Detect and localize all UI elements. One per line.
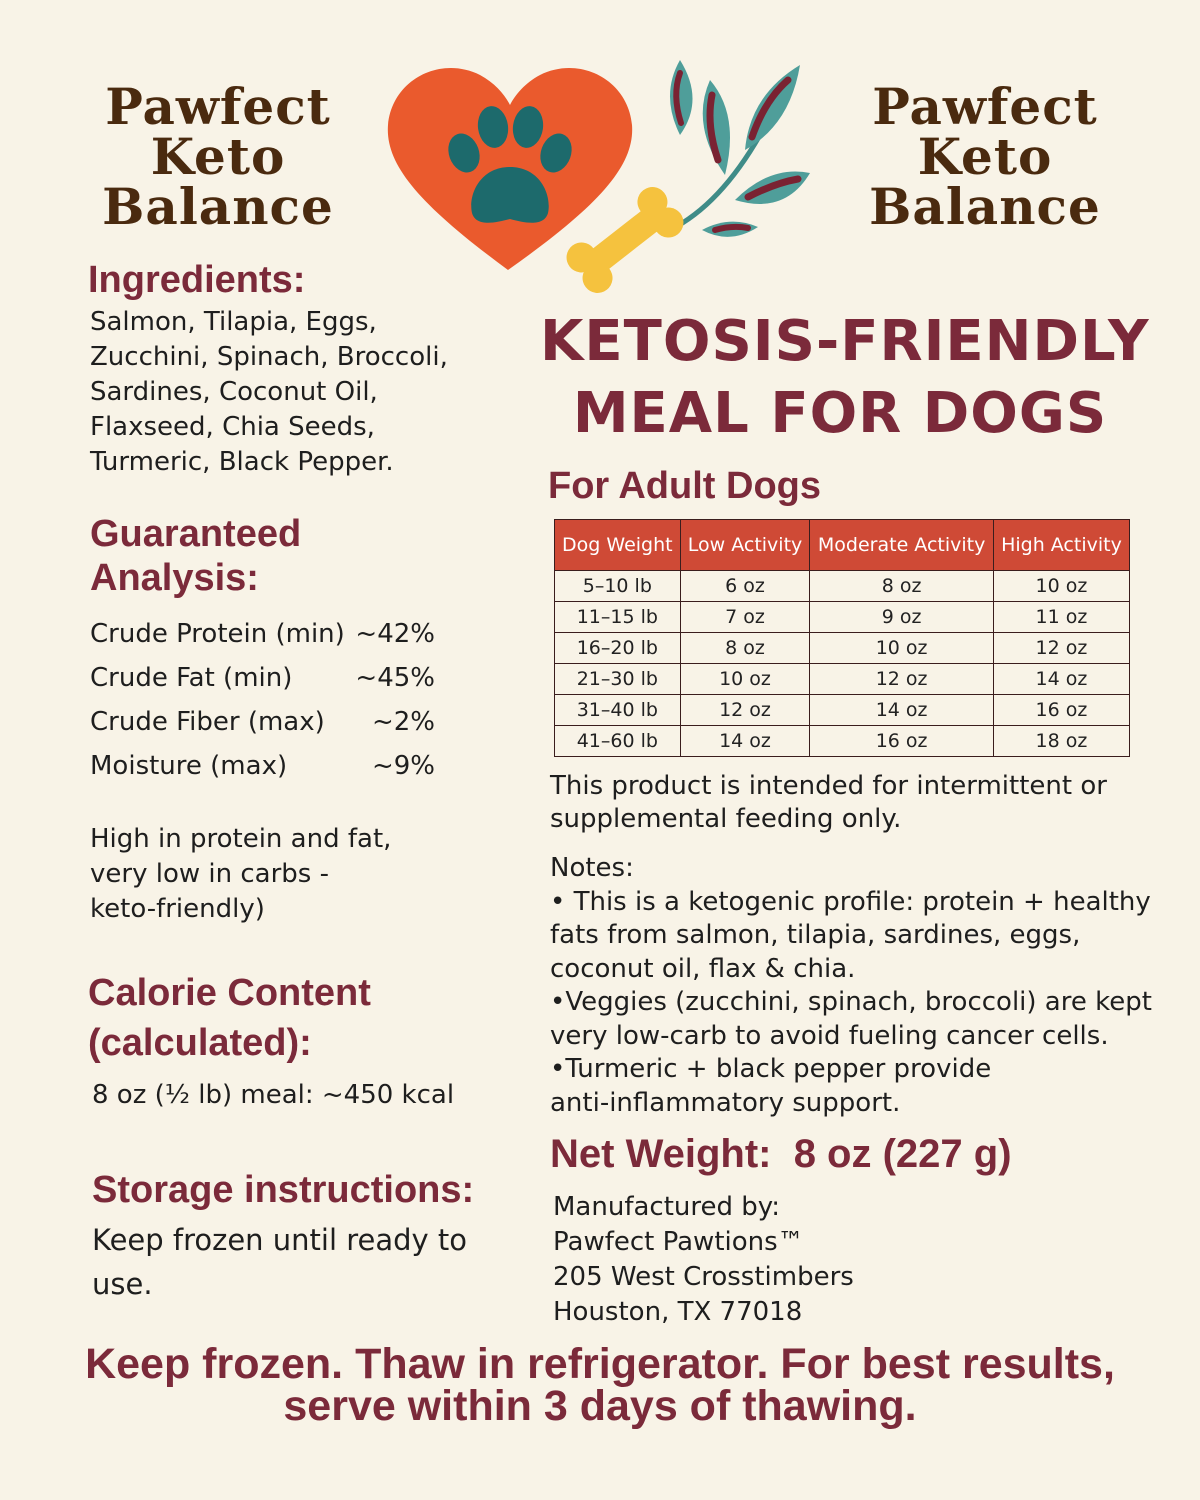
ingredients-line: Zucchini, Spinach, Broccoli, xyxy=(90,342,448,372)
ingredients-list xyxy=(90,305,490,480)
table-cell: 16 oz xyxy=(993,695,1129,726)
analysis-label: Crude Fiber (max) xyxy=(90,707,325,737)
notes-heading: Notes: xyxy=(550,853,634,883)
table-cell: 21–30 lb xyxy=(555,664,681,695)
analysis-row xyxy=(90,700,435,744)
brand-line-1: Pawfect xyxy=(872,77,1098,136)
intended-line: This product is intended for intermittent or xyxy=(550,771,1107,801)
table-header-row xyxy=(555,520,1130,571)
analysis-label: Moisture (max) xyxy=(90,751,288,781)
table-cell: 16 oz xyxy=(810,726,994,757)
column-header: High Activity xyxy=(993,520,1129,571)
table-cell: 6 oz xyxy=(680,571,810,602)
table-cell: 9 oz xyxy=(810,602,994,633)
table-row xyxy=(555,664,1130,695)
notes-line: coconut oil, flax & chia. xyxy=(550,953,856,984)
manufacturer-line: Pawfect Pawtions™ xyxy=(553,1227,804,1257)
column-header: Low Activity xyxy=(680,520,810,571)
ingredients-line: Flaxseed, Chia Seeds, xyxy=(90,412,375,442)
ingredients-heading: Ingredients: xyxy=(88,259,306,301)
table-cell: 10 oz xyxy=(993,571,1129,602)
analysis-value: ~45% xyxy=(355,663,435,693)
analysis-heading-line: Analysis: xyxy=(90,557,259,599)
brand-line-1: Pawfect xyxy=(105,77,331,136)
footer-instructions xyxy=(0,1340,1200,1430)
brand-logo-left xyxy=(88,77,348,236)
table-cell: 10 oz xyxy=(680,664,810,695)
table-cell: 12 oz xyxy=(993,633,1129,664)
ingredients-line: Turmeric, Black Pepper. xyxy=(90,447,394,477)
table-cell: 14 oz xyxy=(680,726,810,757)
storage-heading: Storage instructions: xyxy=(92,1169,475,1211)
notes-section xyxy=(550,852,1170,1120)
product-subtitle: For Adult Dogs xyxy=(548,465,821,507)
manufacturer-line: Manufactured by: xyxy=(553,1192,781,1222)
table-cell: 18 oz xyxy=(993,726,1129,757)
table-row xyxy=(555,633,1130,664)
table-cell: 14 oz xyxy=(993,664,1129,695)
analysis-label: Crude Fat (min) xyxy=(90,663,293,693)
column-header: Dog Weight xyxy=(555,520,681,571)
footer-line: Keep frozen. Thaw in refrigerator. For best results, xyxy=(85,1340,1115,1388)
title-line: MEAL FOR DOGS xyxy=(572,381,1108,446)
analysis-row xyxy=(90,744,435,788)
analysis-value: ~2% xyxy=(371,707,435,737)
analysis-value: ~42% xyxy=(355,619,435,649)
heart-paw-illustration xyxy=(380,55,820,295)
ingredients-line: Sardines, Coconut Oil, xyxy=(90,377,378,407)
table-cell: 11–15 lb xyxy=(555,602,681,633)
table-cell: 7 oz xyxy=(680,602,810,633)
notes-line: •Turmeric + black pepper provide xyxy=(550,1054,992,1084)
storage-text xyxy=(92,1218,467,1306)
summary-line: High in protein and fat, xyxy=(90,824,392,854)
brand-line-3: Balance xyxy=(102,177,334,236)
net-weight: Net Weight: 8 oz (227 g) xyxy=(550,1132,1012,1176)
notes-line: • This is a ketogenic profile: protein + healthy xyxy=(550,886,1151,917)
table-cell: 8 oz xyxy=(810,571,994,602)
notes-line: anti-inflammatory support. xyxy=(550,1087,901,1118)
analysis-summary xyxy=(90,822,490,927)
column-header: Moderate Activity xyxy=(810,520,994,571)
intended-line: supplemental feeding only. xyxy=(550,804,902,834)
analysis-heading-line: Guaranteed xyxy=(90,513,302,555)
table-cell: 8 oz xyxy=(680,633,810,664)
table-cell: 5–10 lb xyxy=(555,571,681,602)
table-cell: 12 oz xyxy=(810,664,994,695)
manufacturer-line: 205 West Crosstimbers xyxy=(553,1262,854,1292)
table-row xyxy=(555,602,1130,633)
table-cell: 10 oz xyxy=(810,633,994,664)
storage-line: Keep frozen until ready to xyxy=(92,1223,468,1257)
notes-line: very low-carb to avoid fueling cancer cells. xyxy=(550,1020,1109,1051)
analysis-label: Crude Protein (min) xyxy=(90,619,345,649)
calorie-text: 8 oz (½ lb) meal: ~450 kcal xyxy=(92,1080,455,1110)
table-cell: 11 oz xyxy=(993,602,1129,633)
calorie-heading-line: Calorie Content xyxy=(88,972,371,1014)
table-cell: 12 oz xyxy=(680,695,810,726)
analysis-row xyxy=(90,656,435,700)
table-row xyxy=(555,571,1130,602)
brand-logo-right xyxy=(855,77,1115,236)
table-cell: 41–60 lb xyxy=(555,726,681,757)
table-cell: 31–40 lb xyxy=(555,695,681,726)
table-cell: 16–20 lb xyxy=(555,633,681,664)
notes-line: •Veggies (zucchini, spinach, broccoli) are kept xyxy=(550,987,1152,1017)
analysis-row xyxy=(90,612,435,656)
table-cell: 14 oz xyxy=(810,695,994,726)
summary-line: keto-friendly) xyxy=(90,894,265,924)
table-row xyxy=(555,726,1130,757)
brand-line-3: Balance xyxy=(869,177,1101,236)
title-line: KETOSIS-FRIENDLY xyxy=(540,309,1150,374)
analysis-table xyxy=(90,612,435,788)
feeding-table xyxy=(554,519,1130,757)
intended-use-text xyxy=(550,770,1107,836)
analysis-value: ~9% xyxy=(371,751,435,781)
brand-line-2: Keto xyxy=(150,127,286,186)
analysis-heading xyxy=(90,512,301,600)
summary-line: very low in carbs - xyxy=(90,859,329,889)
calorie-heading xyxy=(88,968,371,1068)
storage-line: use. xyxy=(92,1267,153,1301)
manufacturer-line: Houston, TX 77018 xyxy=(553,1297,803,1327)
footer-line: serve within 3 days of thawing. xyxy=(283,1382,917,1430)
leaf-sprig-icon xyxy=(670,60,810,237)
product-title xyxy=(540,306,1150,450)
brand-line-2: Keto xyxy=(917,127,1053,186)
manufacturer-block xyxy=(553,1190,854,1330)
table-row xyxy=(555,695,1130,726)
calorie-heading-line: (calculated): xyxy=(88,1022,312,1064)
ingredients-line: Salmon, Tilapia, Eggs, xyxy=(90,307,377,337)
notes-line: fats from salmon, tilapia, sardines, eggs, xyxy=(550,920,1081,950)
